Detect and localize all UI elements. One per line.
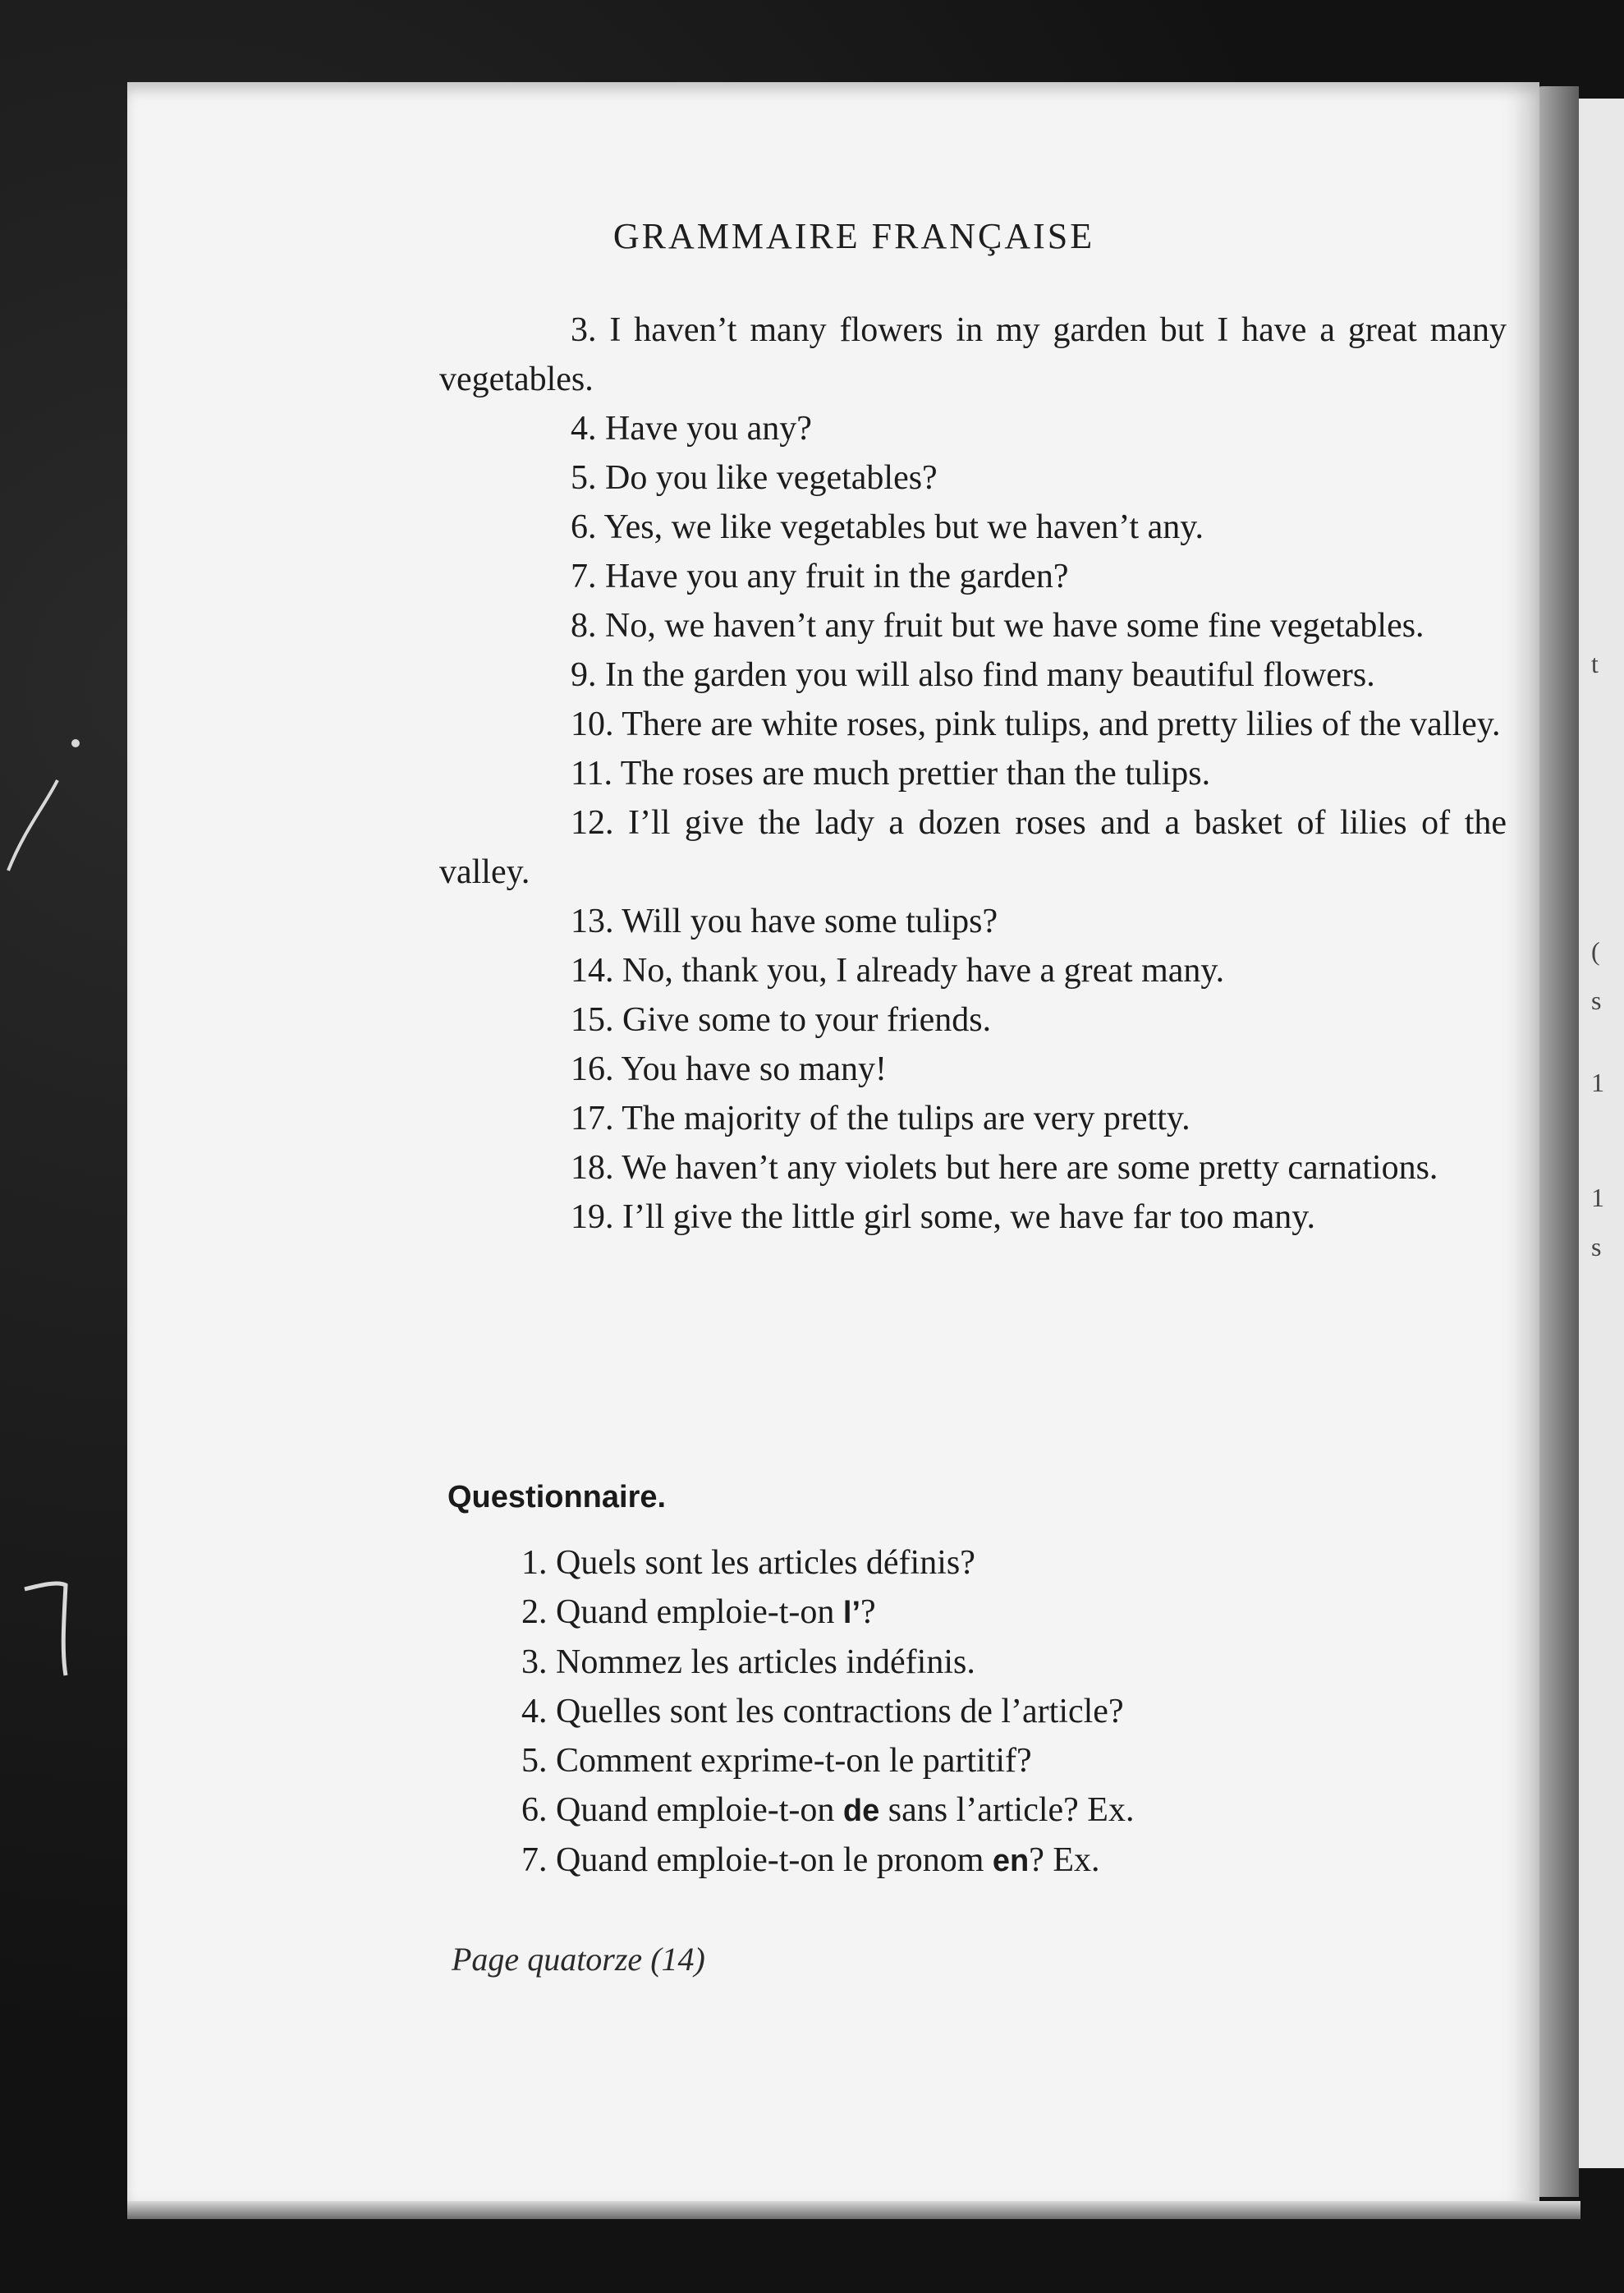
exercise-sentence [439, 650, 1507, 700]
facing-page-fragment: 1 [1591, 1068, 1604, 1097]
exercise-sentence [439, 1094, 1507, 1143]
sentence-number: 8. [571, 607, 597, 645]
sentence-number: 11. [571, 755, 612, 793]
facing-page-fragment: ( [1591, 936, 1600, 966]
question-number: 2. [521, 1593, 548, 1631]
question-item [521, 1538, 1424, 1588]
question-keyword: de [842, 1794, 880, 1828]
sentence-text: Have you any? [605, 410, 812, 448]
exercise-sentence [439, 946, 1507, 995]
sentence-number: 3. [571, 311, 597, 349]
sentence-number: 19. [571, 1198, 614, 1236]
sentence-number: 6. [571, 508, 597, 546]
question-item [521, 1638, 1424, 1687]
sentence-text: We haven’t any violets but here are some pretty carnations. [622, 1149, 1438, 1187]
page-footer: Page quatorze (14) [452, 1941, 705, 1978]
question-keyword: l’ [842, 1596, 861, 1630]
questionnaire-heading: Questionnaire. [447, 1480, 667, 1514]
question-text: Nommez les articles indéfinis. [556, 1643, 975, 1681]
running-head: GRAMMAIRE FRANÇAISE [612, 216, 1095, 256]
question-number: 4. [521, 1693, 548, 1730]
question-item [521, 1836, 1424, 1886]
question-text: Quand emploie-t-on [556, 1593, 843, 1631]
sentence-text: No, thank you, I already have a great many. [622, 952, 1225, 990]
sentence-number: 12. [571, 804, 614, 842]
question-number: 5. [521, 1742, 548, 1780]
question-number: 6. [521, 1791, 548, 1829]
sentence-text: I’ll give the lady a dozen roses and a basket of lilies of the valley. [439, 804, 1507, 891]
exercise-sentence [439, 995, 1507, 1045]
question-text: Quand emploie-t-on le pronom [556, 1841, 993, 1879]
sentence-number: 16. [571, 1050, 614, 1088]
sentence-number: 14. [571, 952, 614, 990]
question-item [521, 1785, 1424, 1836]
sentence-number: 10. [571, 705, 614, 743]
question-number: 1. [521, 1544, 548, 1582]
exercise-sentence [439, 1192, 1507, 1242]
sentence-text: You have so many! [621, 1050, 888, 1088]
sentence-text: I’ll give the little girl some, we have far too many. [622, 1198, 1316, 1236]
exercise-sentence [439, 453, 1507, 503]
sentence-number: 15. [571, 1001, 614, 1039]
sentence-number: 5. [571, 459, 597, 497]
sentence-text: There are white roses, pink tulips, and pretty lilies of the valley. [622, 705, 1501, 743]
sentence-number: 17. [571, 1100, 614, 1137]
question-item [521, 1588, 1424, 1638]
question-number: 3. [521, 1643, 548, 1681]
question-item [521, 1736, 1424, 1785]
question-keyword: en [992, 1844, 1030, 1878]
question-text: sans l’article? Ex. [879, 1791, 1135, 1829]
question-text: Comment exprime-t-on le partitif? [556, 1742, 1032, 1780]
exercise-sentence [439, 798, 1507, 897]
sentence-number: 9. [571, 656, 597, 694]
facing-page-fragment: s [1591, 986, 1602, 1015]
translation-exercise [439, 306, 1507, 1242]
question-text: Quels sont les articles définis? [556, 1544, 975, 1582]
question-item [521, 1687, 1424, 1736]
exercise-sentence [439, 749, 1507, 798]
sentence-text: The roses are much prettier than the tulips. [620, 755, 1211, 793]
exercise-sentence [439, 1143, 1507, 1192]
sentence-text: Yes, we like vegetables but we haven’t any. [603, 508, 1204, 546]
facing-page-fragment: t [1591, 649, 1599, 678]
sentence-text: Do you like vegetables? [605, 459, 938, 497]
question-number: 7. [521, 1841, 548, 1879]
exercise-sentence [439, 503, 1507, 552]
exercise-sentence [439, 700, 1507, 749]
exercise-sentence [439, 897, 1507, 946]
sentence-text: Give some to your friends. [622, 1001, 992, 1039]
sentence-text: The majority of the tulips are very pretty. [622, 1100, 1190, 1137]
exercise-sentence [439, 1045, 1507, 1094]
question-text: Quelles sont les contractions de l’article? [556, 1693, 1124, 1730]
exercise-sentence [439, 552, 1507, 601]
sentence-text: In the garden you will also find many beautiful flowers. [605, 656, 1375, 694]
questionnaire-list [521, 1538, 1424, 1886]
question-text: ? [860, 1593, 876, 1631]
question-text: ? Ex. [1029, 1841, 1100, 1879]
facing-page-fragment: s [1591, 1232, 1602, 1261]
sentence-text: No, we haven’t any fruit but we have some fine vegetables. [605, 607, 1424, 645]
page-bottom-edge [127, 2201, 1580, 2219]
sentence-number: 18. [571, 1149, 614, 1187]
sentence-number: 4. [571, 410, 597, 448]
sentence-number: 7. [571, 558, 597, 595]
sentence-number: 13. [571, 903, 614, 940]
facing-page-fragment: 1 [1591, 1183, 1604, 1212]
exercise-sentence [439, 601, 1507, 650]
margin-marks [0, 0, 131, 2293]
exercise-sentence [439, 404, 1507, 453]
facing-page-edge [1579, 99, 1624, 2168]
exercise-sentence [439, 306, 1507, 404]
sentence-text: Have you any fruit in the garden? [605, 558, 1069, 595]
sentence-text: I haven’t many flowers in my garden but I have a great many vegetables. [439, 311, 1507, 398]
question-text: Quand emploie-t-on [556, 1791, 843, 1829]
sentence-text: Will you have some tulips? [622, 903, 998, 940]
